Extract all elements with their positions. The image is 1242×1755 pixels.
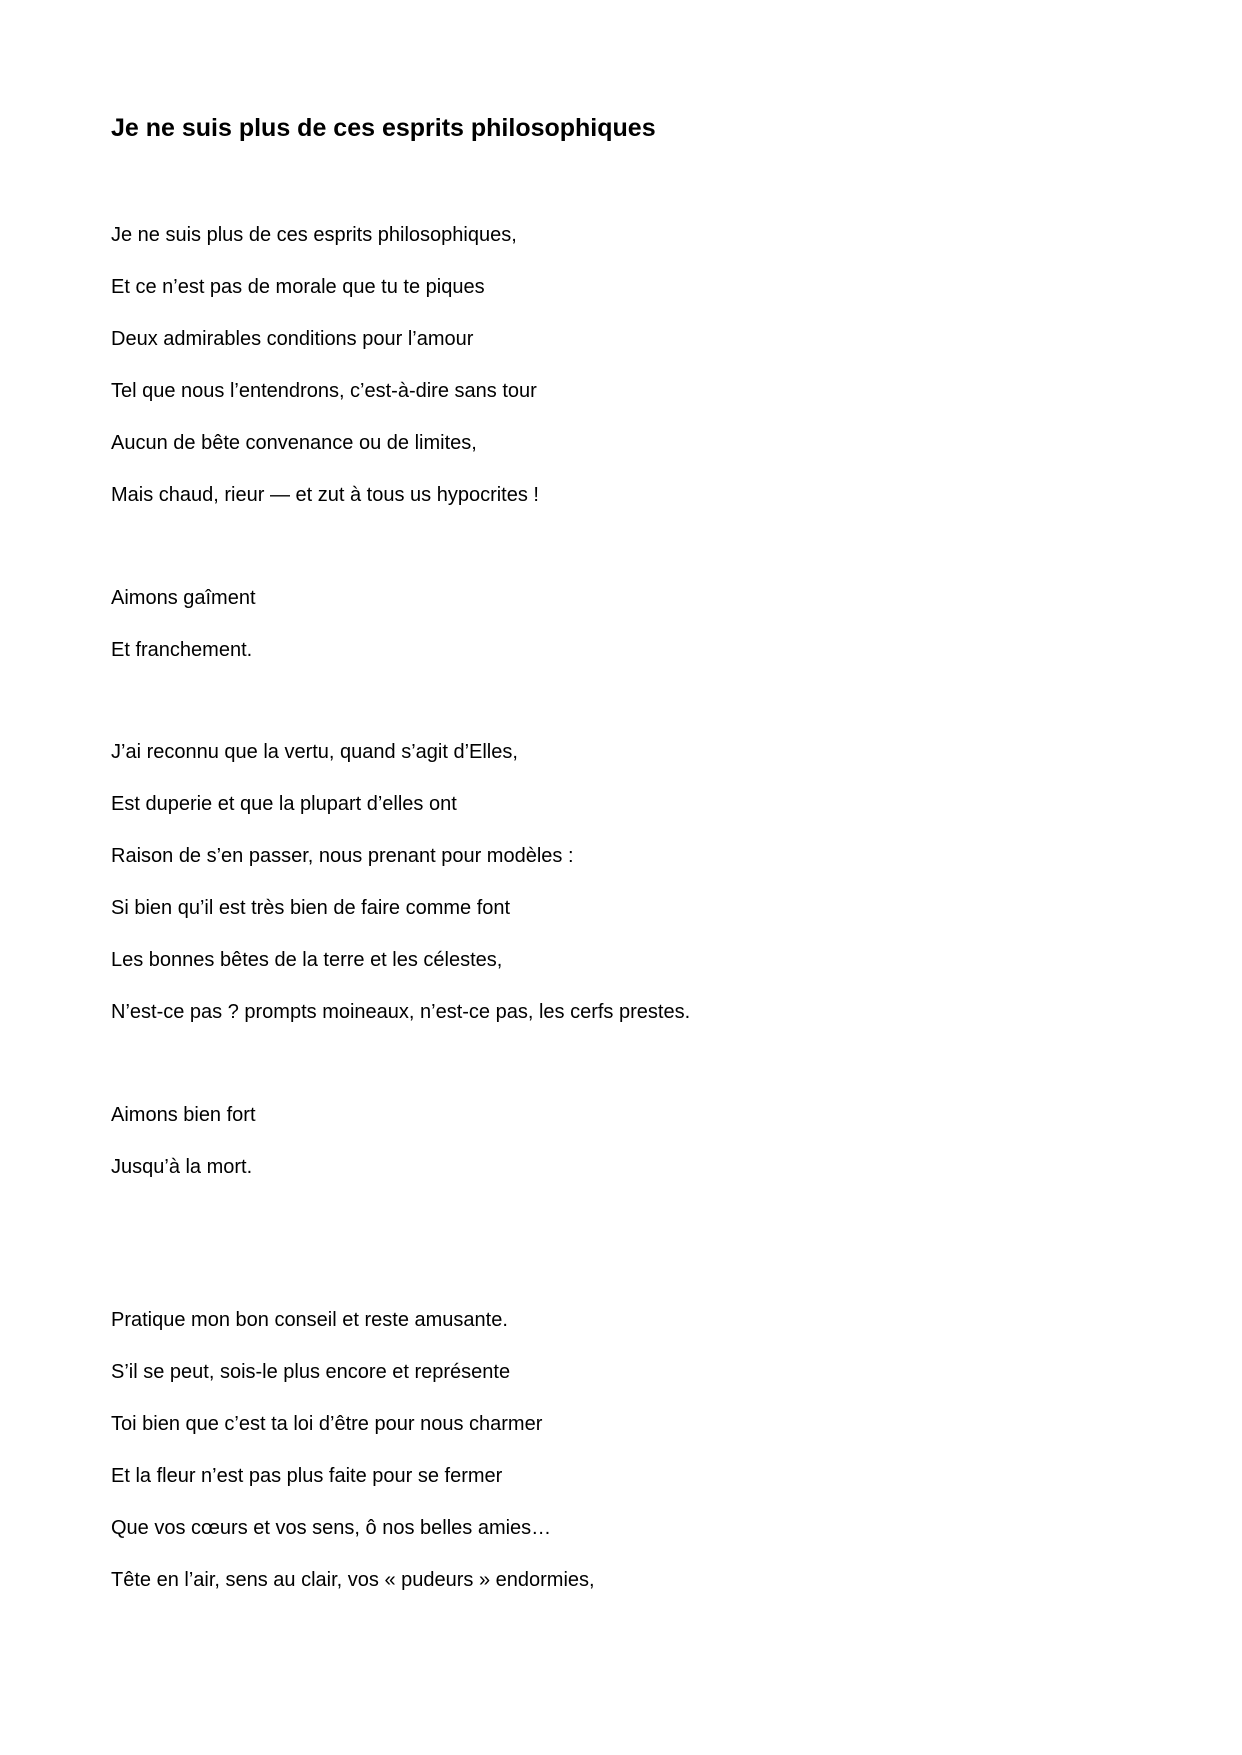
poem-line: J’ai reconnu que la vertu, quand s’agit d’Elles,: [111, 741, 518, 763]
poem-line: Si bien qu’il est très bien de faire comme font: [111, 897, 511, 919]
poem-line: N’est-ce pas ? prompts moineaux, n’est-ce pas, les cerfs prestes.: [111, 1001, 691, 1023]
refrain-line: Aimons bien fort: [111, 1104, 256, 1126]
poem-line: S’il se peut, sois-le plus encore et représente: [111, 1361, 511, 1383]
poem-line: Je ne suis plus de ces esprits philosophiques,: [111, 224, 517, 246]
poem-line: Et ce n’est pas de morale que tu te piques: [111, 276, 485, 298]
refrain-line: Aimons gaîment: [111, 587, 256, 609]
poem-title: Je ne suis plus de ces esprits philosophiques: [111, 114, 656, 142]
poem-line: Les bonnes bêtes de la terre et les célestes,: [111, 949, 503, 971]
poem-line: Tel que nous l’entendrons, c’est-à-dire sans tour: [111, 380, 537, 402]
poem-line: Et la fleur n’est pas plus faite pour se fermer: [111, 1465, 503, 1487]
poem-line: Aucun de bête convenance ou de limites,: [111, 432, 477, 454]
refrain-line: Et franchement.: [111, 639, 253, 661]
poem-line: Est duperie et que la plupart d’elles ont: [111, 793, 457, 815]
poem-line: Deux admirables conditions pour l’amour: [111, 328, 474, 350]
refrain-line: Jusqu’à la mort.: [111, 1156, 253, 1178]
poem-line: Mais chaud, rieur — et zut à tous us hypocrites !: [111, 484, 539, 506]
poem-line: Raison de s’en passer, nous prenant pour modèles :: [111, 845, 574, 867]
poem-line: Que vos cœurs et vos sens, ô nos belles amies…: [111, 1517, 552, 1539]
poem-line: Tête en l’air, sens au clair, vos « pudeurs » endormies,: [111, 1569, 595, 1591]
poem-line: Pratique mon bon conseil et reste amusante.: [111, 1309, 508, 1331]
poem-line: Toi bien que c’est ta loi d’être pour nous charmer: [111, 1413, 543, 1435]
